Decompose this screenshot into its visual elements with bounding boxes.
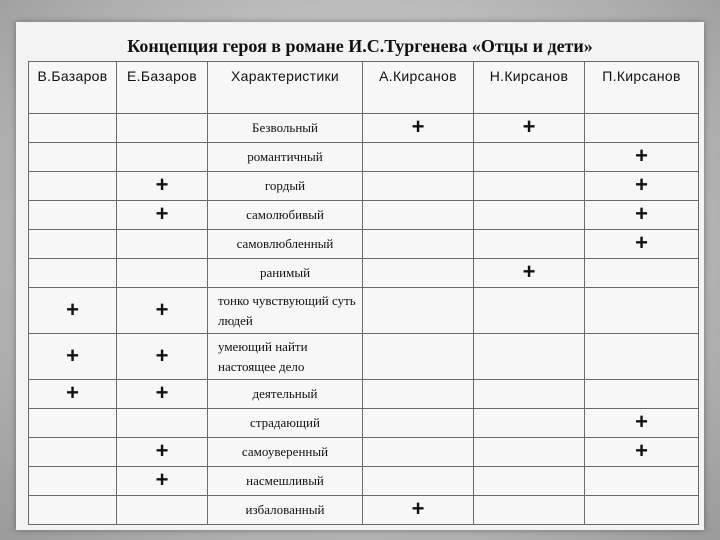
table-row — [29, 230, 699, 259]
trait-cell: самоуверенный — [208, 438, 363, 467]
plus-mark: + — [522, 114, 536, 139]
header-cell-n-kirsanov: Н.Кирсанов — [474, 62, 585, 114]
mark-cell — [363, 114, 474, 143]
mark-cell — [585, 380, 699, 409]
plus-mark: + — [66, 380, 79, 405]
plus-mark: + — [635, 409, 648, 434]
mark-cell — [363, 467, 474, 496]
trait-cell: избалованный — [208, 496, 363, 525]
table-row — [29, 172, 699, 201]
mark-cell — [363, 143, 474, 172]
trait-cell: деятельный — [208, 380, 363, 409]
mark-cell — [117, 334, 208, 380]
plus-mark: + — [66, 296, 79, 322]
mark-cell — [474, 288, 585, 334]
mark-cell — [363, 496, 474, 525]
mark-cell — [363, 438, 474, 467]
mark-cell — [117, 467, 208, 496]
mark-cell — [117, 288, 208, 334]
mark-cell — [585, 172, 699, 201]
mark-cell — [363, 230, 474, 259]
mark-cell — [585, 409, 699, 438]
plus-mark: + — [155, 296, 169, 322]
mark-cell — [117, 143, 208, 172]
mark-cell — [117, 438, 208, 467]
trait-cell: страдающий — [208, 409, 363, 438]
mark-cell — [585, 114, 699, 143]
table-row — [29, 380, 699, 409]
mark-cell — [585, 259, 699, 288]
plus-mark: + — [155, 467, 169, 492]
mark-cell — [363, 288, 474, 334]
mark-cell — [585, 438, 699, 467]
mark-cell — [29, 259, 117, 288]
mark-cell — [474, 114, 585, 143]
table-row — [29, 201, 699, 230]
header-cell-a-kirsanov: А.Кирсанов — [363, 62, 474, 114]
plus-mark: + — [411, 114, 425, 139]
mark-cell — [474, 143, 585, 172]
mark-cell — [29, 143, 117, 172]
mark-cell — [29, 467, 117, 496]
mark-cell — [29, 409, 117, 438]
trait-cell: Безвольный — [208, 114, 363, 143]
mark-cell — [29, 201, 117, 230]
trait-cell: ранимый — [208, 259, 363, 288]
table-row — [29, 409, 699, 438]
mark-cell — [585, 334, 699, 380]
plus-mark: + — [635, 201, 648, 226]
mark-cell — [117, 201, 208, 230]
characters-table — [28, 61, 699, 525]
plus-mark: + — [635, 172, 648, 197]
mark-cell — [474, 201, 585, 230]
mark-cell — [474, 259, 585, 288]
table-row — [29, 259, 699, 288]
plus-mark: + — [155, 172, 169, 197]
trait-cell: насмешливый — [208, 467, 363, 496]
mark-cell — [363, 172, 474, 201]
header-cell-e-bazarov: Е.Базаров — [117, 62, 208, 114]
mark-cell — [117, 172, 208, 201]
table-row — [29, 143, 699, 172]
plus-mark: + — [411, 496, 425, 521]
mark-cell — [585, 201, 699, 230]
mark-cell — [474, 438, 585, 467]
table-row — [29, 467, 699, 496]
mark-cell — [29, 288, 117, 334]
plus-mark: + — [155, 380, 169, 405]
table-row — [29, 334, 699, 380]
mark-cell — [117, 380, 208, 409]
trait-cell: умеющий найти настоящее дело — [208, 334, 363, 380]
plus-mark: + — [155, 438, 169, 463]
trait-cell: гордый — [208, 172, 363, 201]
mark-cell — [474, 380, 585, 409]
mark-cell — [117, 114, 208, 143]
plus-mark: + — [155, 342, 169, 368]
header-row — [29, 62, 699, 114]
header-cell-p-kirsanov: П.Кирсанов — [585, 62, 699, 114]
mark-cell — [117, 230, 208, 259]
table-body — [29, 114, 699, 525]
plus-mark: + — [635, 143, 648, 168]
mark-cell — [363, 201, 474, 230]
header-cell-v-bazarov: В.Базаров — [29, 62, 117, 114]
mark-cell — [117, 496, 208, 525]
mark-cell — [585, 143, 699, 172]
trait-cell: самолюбивый — [208, 201, 363, 230]
mark-cell — [117, 409, 208, 438]
mark-cell — [585, 496, 699, 525]
trait-cell: романтичный — [208, 143, 363, 172]
mark-cell — [29, 496, 117, 525]
mark-cell — [474, 467, 585, 496]
mark-cell — [363, 380, 474, 409]
plus-mark: + — [635, 230, 648, 255]
plus-mark: + — [522, 259, 536, 284]
plus-mark: + — [66, 342, 79, 368]
header-cell-characteristics: Характеристики — [208, 62, 363, 114]
plus-mark: + — [635, 438, 648, 463]
mark-cell — [29, 230, 117, 259]
mark-cell — [585, 230, 699, 259]
mark-cell — [29, 380, 117, 409]
mark-cell — [29, 334, 117, 380]
mark-cell — [29, 114, 117, 143]
mark-cell — [29, 172, 117, 201]
mark-cell — [585, 467, 699, 496]
mark-cell — [363, 259, 474, 288]
mark-cell — [474, 496, 585, 525]
trait-cell: тонко чувствующий суть людей — [208, 288, 363, 334]
plus-mark: + — [155, 201, 169, 226]
mark-cell — [117, 259, 208, 288]
mark-cell — [474, 334, 585, 380]
mark-cell — [474, 409, 585, 438]
page-title: Концепция героя в романе И.С.Тургенева «Отцы и дети» — [127, 36, 593, 56]
table-row — [29, 114, 699, 143]
mark-cell — [29, 438, 117, 467]
table-row — [29, 438, 699, 467]
mark-cell — [585, 288, 699, 334]
mark-cell — [474, 230, 585, 259]
table-row — [29, 288, 699, 334]
mark-cell — [363, 334, 474, 380]
trait-cell: самовлюбленный — [208, 230, 363, 259]
mark-cell — [474, 172, 585, 201]
mark-cell — [363, 409, 474, 438]
table-row — [29, 496, 699, 525]
